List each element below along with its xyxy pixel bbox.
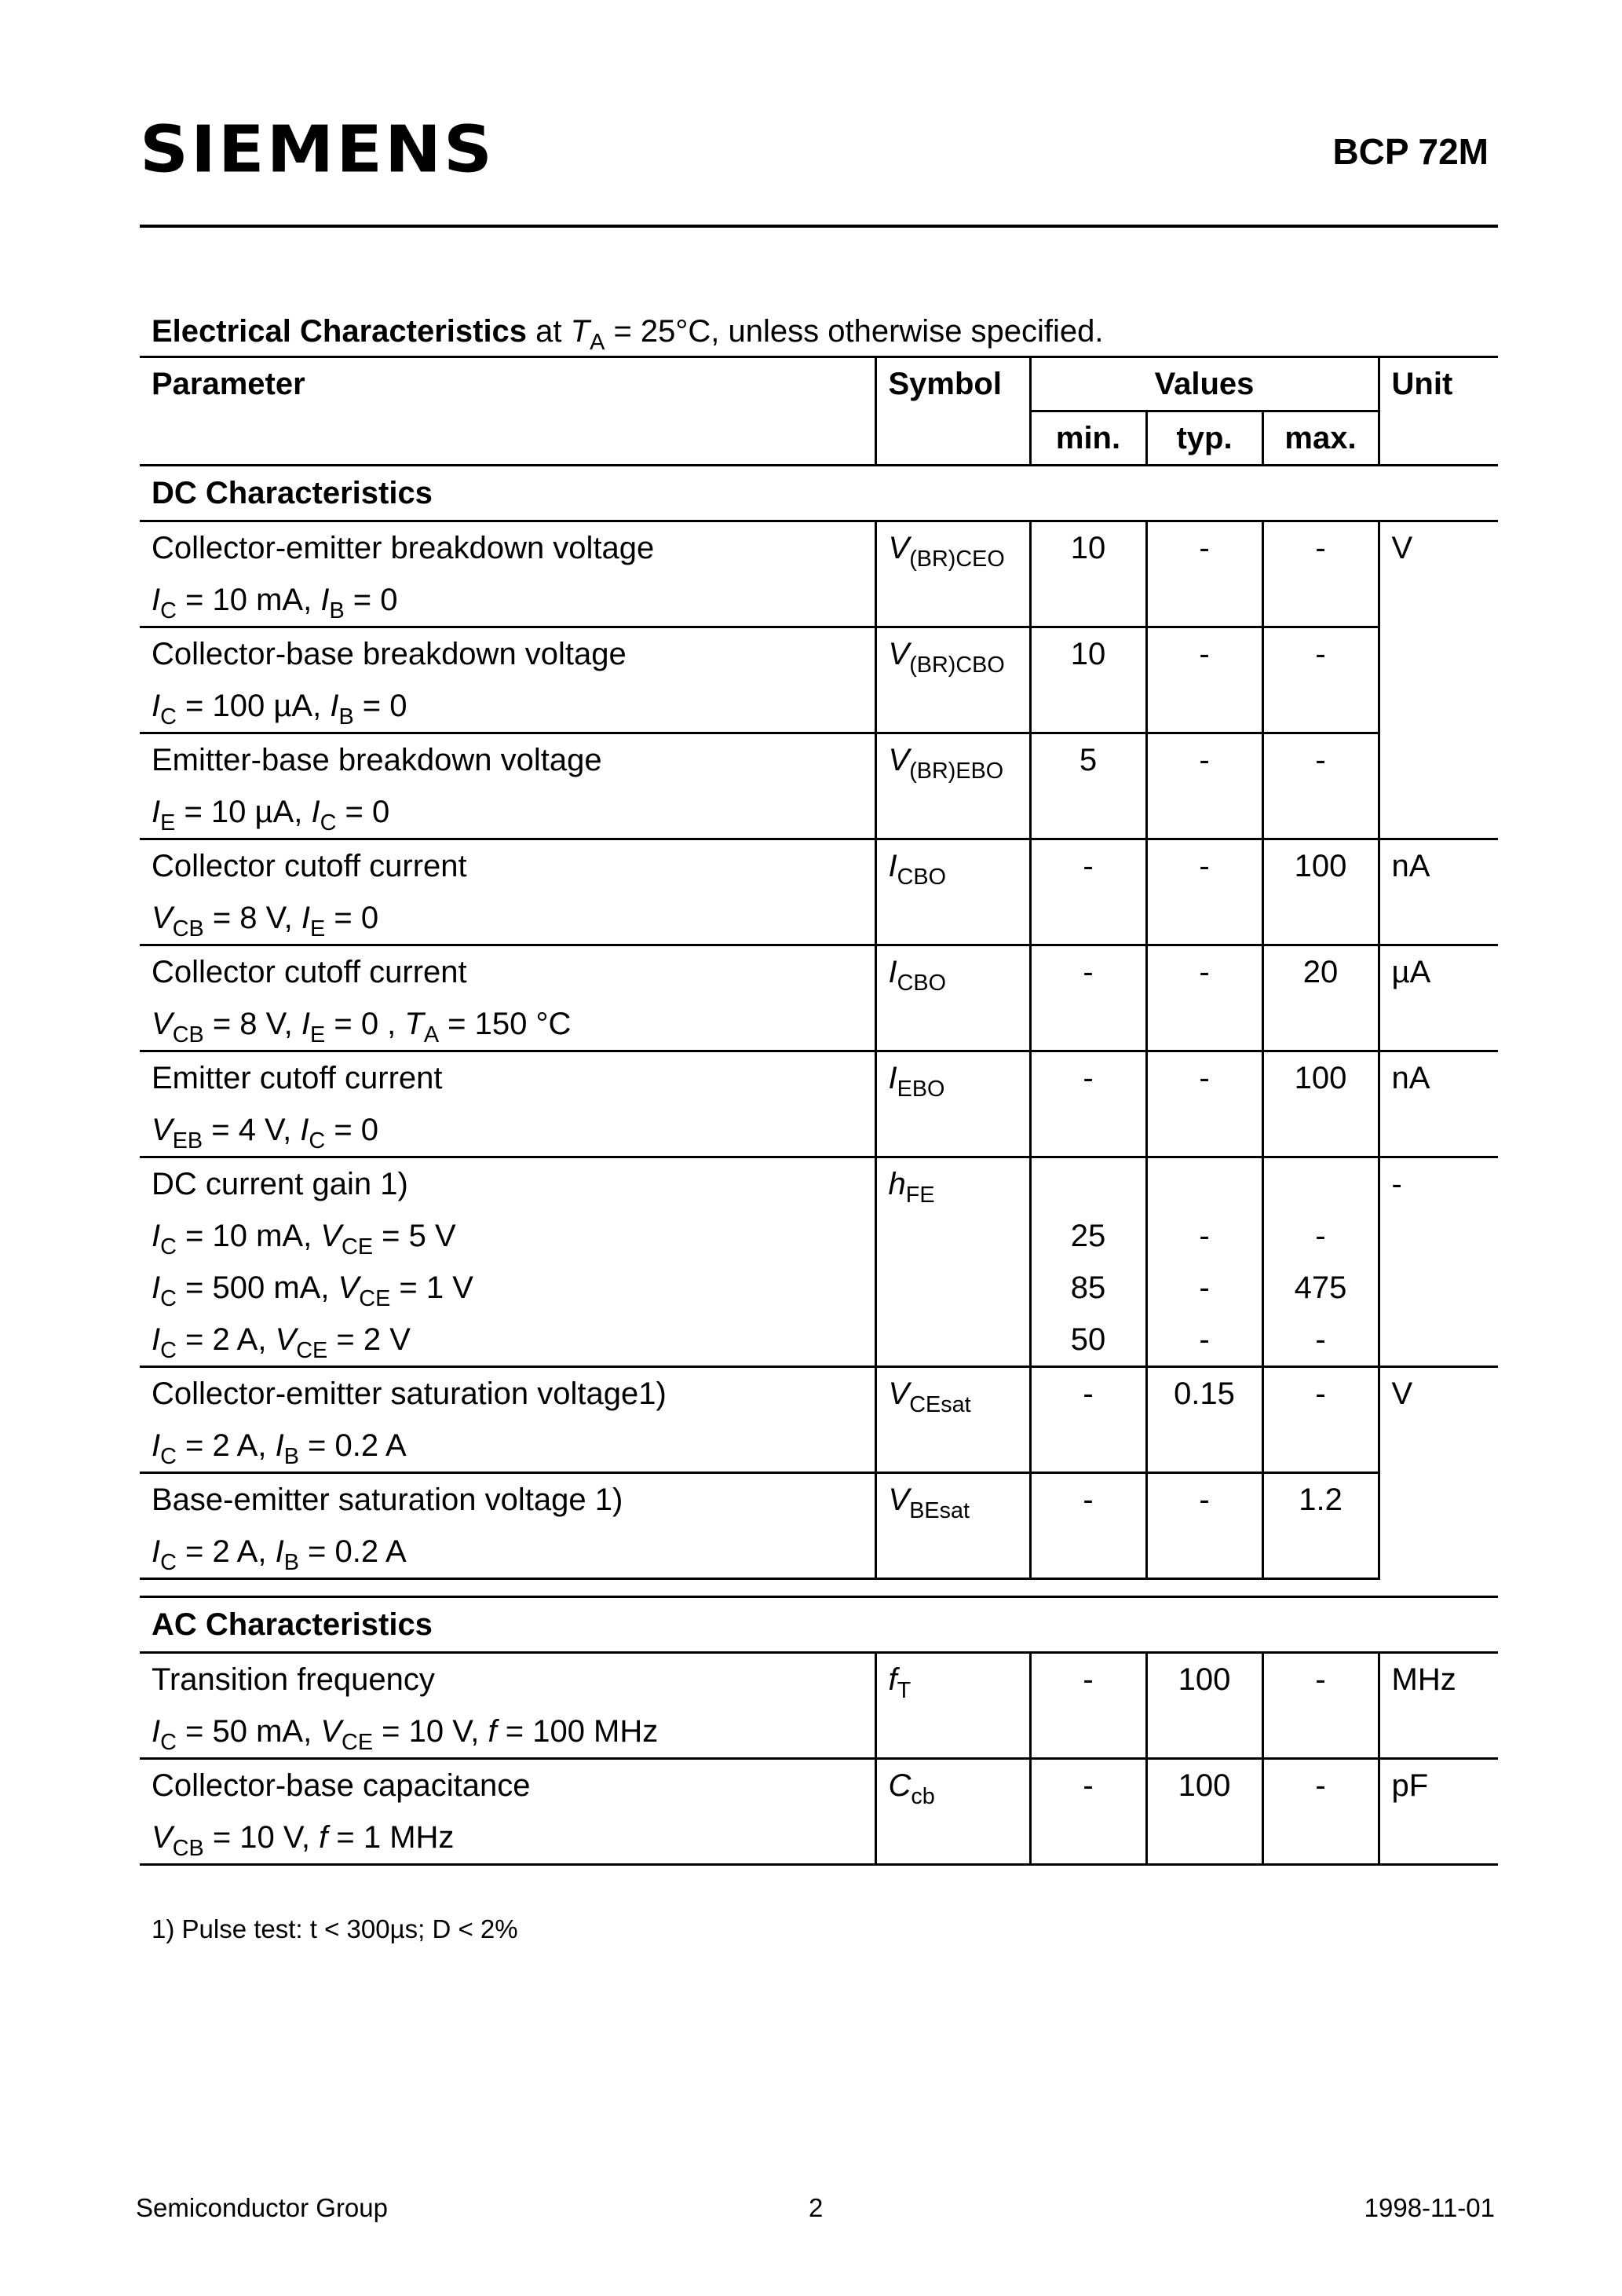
symbol-cell: $V_{(BR)CBO}$ <box>875 627 1030 733</box>
symbol-cell: $I_{CBO}$ <box>875 945 1030 1051</box>
typ-cell: - <box>1146 1051 1262 1157</box>
min-cell: - <box>1030 1759 1146 1865</box>
typ-cell: 100 <box>1146 1759 1262 1865</box>
header-unit: Unit <box>1379 357 1498 466</box>
table-row <box>140 1759 1498 1865</box>
param-cell <box>140 1157 875 1367</box>
param-condition: $I_C = 10$ mA, $I_B = 0$ <box>152 583 398 624</box>
footnote: 1) Pulse test: t < 300µs; D < 2% <box>152 1914 518 1943</box>
symbol-cell: $V_{CEsat}$ <box>875 1367 1030 1473</box>
param-cell <box>140 1367 875 1473</box>
dc-section-row <box>140 466 1498 521</box>
param-cell <box>140 839 875 945</box>
table-row <box>140 1473 1498 1579</box>
footer-date: 1998-11-01 <box>1364 2193 1495 2222</box>
max-cell: - <box>1262 1367 1379 1473</box>
max-cell: - <box>1262 733 1379 839</box>
min-cell: - <box>1030 1473 1146 1579</box>
param-cell <box>140 945 875 1051</box>
table-row <box>140 1653 1498 1759</box>
caption-symbol: T <box>570 314 590 349</box>
param-cell <box>140 1759 875 1865</box>
typ-cell: - <box>1146 1473 1262 1579</box>
table-row <box>140 733 1498 839</box>
table-row <box>140 839 1498 945</box>
max-cell: 20 <box>1262 945 1379 1051</box>
typ-cell: - <box>1146 521 1262 627</box>
symbol-cell: $I_{EBO}$ <box>875 1051 1030 1157</box>
symbol-cell: $V_{(BR)EBO}$ <box>875 733 1030 839</box>
param-condition: $V_{CB} = 8$ V, $I_E = 0$ <box>152 901 379 942</box>
param-condition: $I_C = 50$ mA, $V_{CE} = 10$ V, f = 100 MHz <box>152 1714 659 1756</box>
max-cell: - <box>1262 1759 1379 1865</box>
param-cell <box>140 1653 875 1759</box>
table-row <box>140 627 1498 733</box>
ac-section-row <box>140 1597 1498 1653</box>
min-cell: - <box>1030 1051 1146 1157</box>
symbol-cell: $f_T$ <box>875 1653 1030 1759</box>
param-name: Collector-base breakdown voltage <box>152 637 627 671</box>
param-cell <box>140 733 875 839</box>
param-name: Base-emitter saturation voltage 1) <box>152 1483 623 1517</box>
symbol-cell: $h_{FE}$ <box>875 1157 1030 1367</box>
unit-cell: V <box>1379 1367 1498 1579</box>
unit-cell: nA <box>1379 1051 1498 1157</box>
param-name: Transition frequency <box>152 1662 435 1697</box>
param-name: Collector-base capacitance <box>152 1768 531 1803</box>
param-condition: $I_C = 2$ A, $V_{CE} = 2$ V <box>152 1322 411 1364</box>
param-cell <box>140 521 875 627</box>
dc-section-title: DC Characteristics <box>140 466 1498 521</box>
param-cell <box>140 1473 875 1579</box>
min-cell: - <box>1030 1653 1146 1759</box>
unit-cell: nA <box>1379 839 1498 945</box>
min-cell: - <box>1030 839 1146 945</box>
page-number: 2 <box>809 2193 824 2222</box>
max-cell: 1.2 <box>1262 1473 1379 1579</box>
header-parameter: Parameter <box>140 357 875 466</box>
typ-cell: - <box>1146 945 1262 1051</box>
table-row <box>140 1367 1498 1473</box>
param-name: Collector cutoff current <box>152 955 467 989</box>
param-name: DC current gain 1) <box>152 1167 408 1201</box>
typ-cell: - - - <box>1146 1157 1262 1367</box>
unit-cell: MHz <box>1379 1653 1498 1759</box>
caption-symbol-sub: A <box>590 330 605 356</box>
header-max: max. <box>1262 411 1379 466</box>
unit-cell: V <box>1379 521 1498 839</box>
section-gap <box>140 1579 1498 1597</box>
unit-cell: - <box>1379 1157 1498 1367</box>
param-condition: $I_E = 10$ µA, $I_C = 0$ <box>152 795 390 836</box>
unit-cell: pF <box>1379 1759 1498 1865</box>
header-symbol: Symbol <box>875 357 1030 466</box>
param-condition: $V_{EB} = 4$ V, $I_C = 0$ <box>152 1113 379 1154</box>
max-cell: - <box>1262 1653 1379 1759</box>
param-condition: $V_{CB} = 8$ V, $I_E = 0$ , $T_A = 150$ °C <box>152 1007 572 1048</box>
table-row <box>140 521 1498 627</box>
typ-cell: 100 <box>1146 1653 1262 1759</box>
table-row <box>140 1051 1498 1157</box>
max-cell: - 475 - <box>1262 1157 1379 1367</box>
symbol-cell: $V_{BEsat}$ <box>875 1473 1030 1579</box>
param-name: Emitter cutoff current <box>152 1061 443 1095</box>
typ-cell: - <box>1146 627 1262 733</box>
param-condition: $I_C = 10$ mA, $V_{CE} = 5$ V <box>152 1219 456 1260</box>
min-cell: 10 <box>1030 521 1146 627</box>
siemens-logo: SIEMENS <box>140 112 495 188</box>
header-rule <box>140 225 1498 228</box>
typ-cell: - <box>1146 839 1262 945</box>
param-condition: $I_C = 100$ µA, $I_B = 0$ <box>152 689 407 730</box>
symbol-cell: $C_{cb}$ <box>875 1759 1030 1865</box>
table-row-hfe <box>140 1157 1498 1367</box>
symbol-cell: $V_{(BR)CEO}$ <box>875 521 1030 627</box>
param-name: Collector-emitter saturation voltage1) <box>152 1377 667 1411</box>
footer-publisher: Semiconductor Group <box>136 2193 388 2222</box>
param-condition: $I_C = 2$ A, $I_B = 0.2$ A <box>152 1534 407 1576</box>
header-values: Values <box>1030 357 1379 411</box>
param-cell <box>140 627 875 733</box>
max-cell: - <box>1262 521 1379 627</box>
header-min: min. <box>1030 411 1146 466</box>
electrical-characteristics-table <box>140 356 1498 1866</box>
header-typ: typ. <box>1146 411 1262 466</box>
part-number: BCP 72M <box>1332 131 1489 172</box>
caption-at: at <box>535 314 562 349</box>
max-cell: 100 <box>1262 1051 1379 1157</box>
param-name: Collector-emitter breakdown voltage <box>152 531 655 565</box>
param-cell <box>140 1051 875 1157</box>
unit-cell: µA <box>1379 945 1498 1051</box>
table-row <box>140 945 1498 1051</box>
param-condition: $V_{CB} = 10$ V, f = 1 MHz <box>152 1820 455 1862</box>
typ-cell: 0.15 <box>1146 1367 1262 1473</box>
ac-section-title: AC Characteristics <box>152 1607 433 1642</box>
caption-condition: = 25°C, unless otherwise specified. <box>613 314 1104 349</box>
min-cell: - <box>1030 1367 1146 1473</box>
min-cell: 25 85 50 <box>1030 1157 1146 1367</box>
min-cell: 5 <box>1030 733 1146 839</box>
table-caption <box>152 313 1104 356</box>
max-cell: 100 <box>1262 839 1379 945</box>
param-name: Emitter-base breakdown voltage <box>152 743 602 777</box>
symbol-cell: $I_{CBO}$ <box>875 839 1030 945</box>
typ-cell: - <box>1146 733 1262 839</box>
param-condition: $I_C = 500$ mA, $V_{CE} = 1$ V <box>152 1270 473 1312</box>
min-cell: 10 <box>1030 627 1146 733</box>
caption-title: Electrical Characteristics <box>152 314 528 349</box>
min-cell: - <box>1030 945 1146 1051</box>
max-cell: - <box>1262 627 1379 733</box>
param-condition: $I_C = 2$ A, $I_B = 0.2$ A <box>152 1428 407 1470</box>
header-row-1 <box>140 357 1498 411</box>
param-name: Collector cutoff current <box>152 849 467 883</box>
